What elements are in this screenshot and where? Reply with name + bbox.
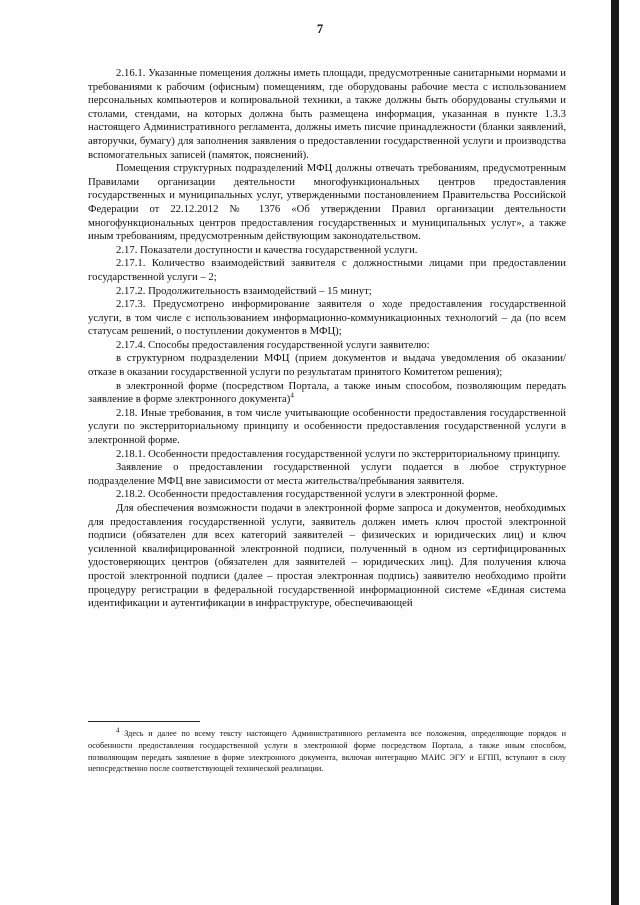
paragraph-2-17-3: 2.17.3. Предусмотрено информирование заявителя о ходе предоставления государственной услуги, в том числе с использованием информационно-коммуникационных технологий – да (по всем статусам решений, о поступлении документов в МФЦ); [88,298,566,338]
body-text [88,67,566,611]
footnote-separator [88,721,200,722]
paragraph-2-18-2: 2.18.2. Особенности предоставления государственной услуги в электронной форме. [116,488,498,501]
paragraph-2-17-4: 2.17.4. Способы предоставления государственной услуги заявителю: [116,338,430,351]
paragraph-2-16-1: 2.16.1. Указанные помещения должны иметь площади, предусмотренные санитарными нормами и требованиями к рабочим (офисным) помещениям, где оборудованы рабочие места с использованием персональных компьютеров и копировальной техники, а также должны быть оборудованы стульями и столами, стендами, на которых должна быть размещена информация, указанная в пункте 1.3.3 настоящего Административного регламента, должны иметь писчие принадлежности (бланки заявлений, авторучки, бумагу) для заполнения заявления о предоставлении государственной услуги и производства вспомогательных записей (памяток, пояснений). [88,67,566,161]
paragraph-mfc-premises: Помещения структурных подразделений МФЦ должны отвечать требованиям, предусмотренным Правилами организации деятельности многофункциональных центров предоставления государственных и муниципальных услуг, утвержденными постановлением Правительства Российской Федерации от 22.12.2012 № 1376 «Об утверждении Правил организации деятельности многофункциональных центров предоставления государственных и муниципальных услуг», а также иным требованиям, предусмотренным действующим законодательством. [88,162,566,243]
footnote-text: Здесь и далее по всему тексту настоящего Административного регламента все положения, определяющие порядок и особенности предоставления государственной услуги в электронной форме посредством Портала, а также иным способом, позволяющим передать заявление в форме электронного документа, включая интеграцию МАИС ЭГУ и ЕГПП, вступают в силу непосредственно после соответствующей технической реализации. [88,729,567,774]
paragraph-2-18-1: 2.18.1. Особенности предоставления государственной услуги по экстерриториальному принципу. [116,447,561,460]
paragraph-electronic-method [88,380,566,407]
paragraph-electronic-method-text: в электронной форме (посредством Портала, а также иным способом, позволяющим передать заявление в форме электронного документа) [88,379,566,406]
paragraph-electronic-signature: Для обеспечения возможности подачи в электронной форме запроса и документов, необходимых для предоставления государственной услуги, заявитель должен иметь ключ простой электронной подписи (обязателен для всех категорий заявителей – физических и юридических лиц) и ключ усиленной квалифицированной электронной подписи, полученный в одном из сертифицированных удостоверяющих центров (обязателен для заявителей – юридических лиц). Для получения ключа простой электронной подписи (далее – простая электронная подпись) заявителю необходимо пройти процедуру регистрации в федеральной государственной информационной системе «Единая система идентификации и аутентификации в инфраструктуре, обеспечивающей [88,502,566,610]
paragraph-mfc-method: в структурном подразделении МФЦ (прием документов и выдача уведомления об оказании/ отказе в оказании государственной услуги по результатам принятого Комитетом решения); [88,352,566,379]
footnote-number: 4 [116,726,120,735]
heading-2-18: 2.18. Иные требования, в том числе учитывающие особенности предоставления государственной услуги по экстерриториальному принципу и особенности предоставления государственной услуги в электронной форме. [88,406,566,447]
page-number: 7 [316,22,324,36]
paragraph-extraterritorial: Заявление о предоставлении государственной услуги подается в любое структурное подразделение МФЦ вне зависимости от места жительства/пребывания заявителя. [88,461,566,487]
footnote [88,728,566,775]
paragraph-2-17-1: 2.17.1. Количество взаимодействий заявителя с должностными лицами при предоставлении государственной услуги – 2; [88,257,566,283]
scan-edge-bar [611,0,619,905]
footnote-reference[interactable]: 4 [290,391,294,400]
heading-2-17: 2.17. Показатели доступности и качества государственной услуги. [116,243,418,256]
paragraph-2-17-2: 2.17.2. Продолжительность взаимодействий – 15 минут; [116,284,372,297]
